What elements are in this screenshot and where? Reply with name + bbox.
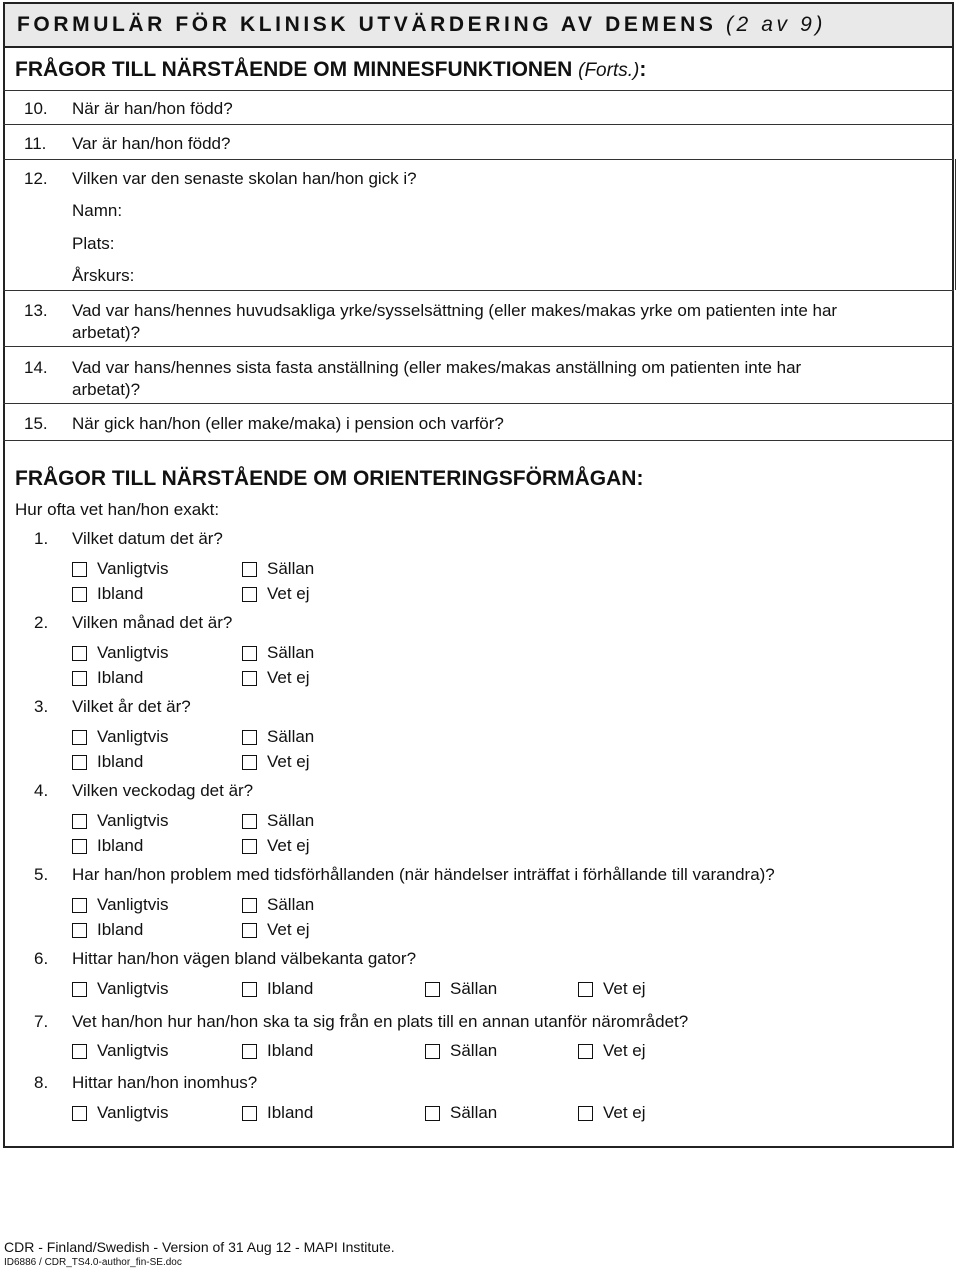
school-name-label: Namn: [72, 201, 123, 220]
question-number: 15. [24, 414, 48, 433]
question-text: Vilken månad det är? [72, 613, 233, 632]
question-text: Hittar han/hon vägen bland välbekanta gator? [72, 949, 417, 968]
checkbox[interactable] [578, 982, 593, 997]
checkbox[interactable] [425, 1106, 440, 1121]
question-number: 13. [24, 301, 48, 320]
checkbox[interactable] [242, 982, 257, 997]
question-number: 10. [24, 99, 48, 118]
option-rarely[interactable]: Sällan [242, 811, 314, 831]
question-text: När är han/hon född? [72, 99, 233, 118]
row-divider [3, 346, 954, 347]
checkbox[interactable] [242, 1106, 257, 1121]
checkbox[interactable] [425, 982, 440, 997]
checkbox[interactable] [72, 898, 87, 913]
checkbox[interactable] [72, 814, 87, 829]
checkbox[interactable] [72, 562, 87, 577]
checkbox[interactable] [72, 755, 87, 770]
option-rarely[interactable]: Sällan [242, 559, 314, 579]
question-text: Har han/hon problem med tidsförhållanden (när händelser inträffat i förhållande till varandra)? [72, 865, 775, 884]
question-text: Vilken var den senaste skolan han/hon gick i? [72, 169, 417, 188]
option-sometimes[interactable]: Ibland [242, 1041, 313, 1061]
option-unknown[interactable]: Vet ej [578, 1041, 646, 1061]
row-divider [3, 90, 954, 91]
option-rarely[interactable]: Sällan [242, 727, 314, 747]
checkbox[interactable] [72, 982, 87, 997]
option-usually[interactable]: Vanligtvis [72, 643, 169, 663]
question-number: 14. [24, 358, 48, 377]
question-number: 5. [34, 865, 49, 884]
question-number: 1. [34, 529, 49, 548]
question-number: 11. [24, 134, 47, 153]
option-rarely[interactable]: Sällan [242, 643, 314, 663]
option-unknown[interactable]: Vet ej [578, 979, 646, 999]
option-usually[interactable]: Vanligtvis [72, 559, 169, 579]
checkbox[interactable] [72, 1106, 87, 1121]
option-usually[interactable]: Vanligtvis [72, 979, 169, 999]
footer-docid: ID6886 / CDR_TS4.0-author_fin-SE.doc [4, 1257, 182, 1268]
option-usually[interactable]: Vanligtvis [72, 895, 169, 915]
option-sometimes[interactable]: Ibland [72, 752, 143, 772]
title-bar [5, 4, 952, 48]
section2-intro: Hur ofta vet han/hon exakt: [15, 500, 220, 519]
checkbox[interactable] [242, 671, 257, 686]
question-text: Vad var hans/hennes huvudsakliga yrke/sysselsättning (eller makes/makas yrke om patienten inte har [72, 301, 838, 320]
checkbox[interactable] [242, 923, 257, 938]
question-text-cont: arbetat)? [72, 380, 141, 399]
option-rarely[interactable]: Sällan [425, 979, 497, 999]
row-divider [3, 124, 954, 125]
checkbox[interactable] [72, 1044, 87, 1059]
option-sometimes[interactable]: Ibland [72, 836, 143, 856]
option-usually[interactable]: Vanligtvis [72, 811, 169, 831]
option-sometimes[interactable]: Ibland [72, 920, 143, 940]
option-sometimes[interactable]: Ibland [72, 584, 143, 604]
question-text: Vilken veckodag det är? [72, 781, 254, 800]
checkbox[interactable] [242, 898, 257, 913]
checkbox[interactable] [242, 814, 257, 829]
checkbox[interactable] [242, 646, 257, 661]
school-grade-label: Årskurs: [72, 266, 135, 285]
school-place-label: Plats: [72, 234, 115, 253]
question-text: Vet han/hon hur han/hon ska ta sig från en plats till en annan utanför närområdet? [72, 1012, 689, 1031]
checkbox[interactable] [72, 839, 87, 854]
question-text: Hittar han/hon inomhus? [72, 1073, 258, 1092]
question-text: Vilket år det är? [72, 697, 191, 716]
row-divider [3, 403, 954, 404]
question-number: 3. [34, 697, 49, 716]
option-sometimes[interactable]: Ibland [242, 1103, 313, 1123]
option-unknown[interactable]: Vet ej [242, 668, 310, 688]
question-text: När gick han/hon (eller make/maka) i pension och varför? [72, 414, 504, 433]
option-rarely[interactable]: Sällan [425, 1041, 497, 1061]
option-sometimes[interactable]: Ibland [72, 668, 143, 688]
option-usually[interactable]: Vanligtvis [72, 1041, 169, 1061]
question-number: 6. [34, 949, 49, 968]
option-unknown[interactable]: Vet ej [242, 920, 310, 940]
form-title: FORMULÄR FÖR KLINISK UTVÄRDERING AV DEMENS (2 av 9) [17, 13, 826, 36]
answer-column-border [955, 159, 956, 290]
option-usually[interactable]: Vanligtvis [72, 727, 169, 747]
section1-heading: FRÅGOR TILL NÄRSTÅENDE OM MINNESFUNKTIONEN (Forts.): [15, 58, 647, 81]
checkbox[interactable] [72, 730, 87, 745]
footer-version: CDR - Finland/Swedish - Version of 31 Aug 12 - MAPI Institute. [4, 1239, 395, 1255]
checkbox[interactable] [242, 755, 257, 770]
option-unknown[interactable]: Vet ej [242, 836, 310, 856]
option-rarely[interactable]: Sällan [242, 895, 314, 915]
option-sometimes[interactable]: Ibland [242, 979, 313, 999]
option-unknown[interactable]: Vet ej [578, 1103, 646, 1123]
checkbox[interactable] [578, 1044, 593, 1059]
checkbox[interactable] [578, 1106, 593, 1121]
checkbox[interactable] [242, 1044, 257, 1059]
question-number: 7. [34, 1012, 49, 1031]
option-unknown[interactable]: Vet ej [242, 752, 310, 772]
checkbox[interactable] [242, 587, 257, 602]
row-divider [3, 159, 954, 160]
page-indicator: (2 av 9) [725, 13, 826, 36]
section2-heading: FRÅGOR TILL NÄRSTÅENDE OM ORIENTERINGSFÖRMÅGAN: [15, 467, 644, 490]
checkbox[interactable] [72, 587, 87, 602]
question-number: 2. [34, 613, 49, 632]
option-usually[interactable]: Vanligtvis [72, 1103, 169, 1123]
row-divider [3, 440, 954, 441]
option-rarely[interactable]: Sällan [425, 1103, 497, 1123]
checkbox[interactable] [242, 730, 257, 745]
checkbox[interactable] [425, 1044, 440, 1059]
question-number: 4. [34, 781, 49, 800]
question-text: Vilket datum det är? [72, 529, 223, 548]
question-number: 12. [24, 169, 48, 188]
option-unknown[interactable]: Vet ej [242, 584, 310, 604]
question-text: Vad var hans/hennes sista fasta anställning (eller makes/makas anställning om patienten inte har [72, 358, 802, 377]
checkbox[interactable] [242, 839, 257, 854]
row-divider [3, 290, 954, 291]
question-text-cont: arbetat)? [72, 323, 141, 342]
question-text: Var är han/hon född? [72, 134, 231, 153]
checkbox[interactable] [72, 923, 87, 938]
checkbox[interactable] [242, 562, 257, 577]
checkbox[interactable] [72, 671, 87, 686]
checkbox[interactable] [72, 646, 87, 661]
question-number: 8. [34, 1073, 49, 1092]
